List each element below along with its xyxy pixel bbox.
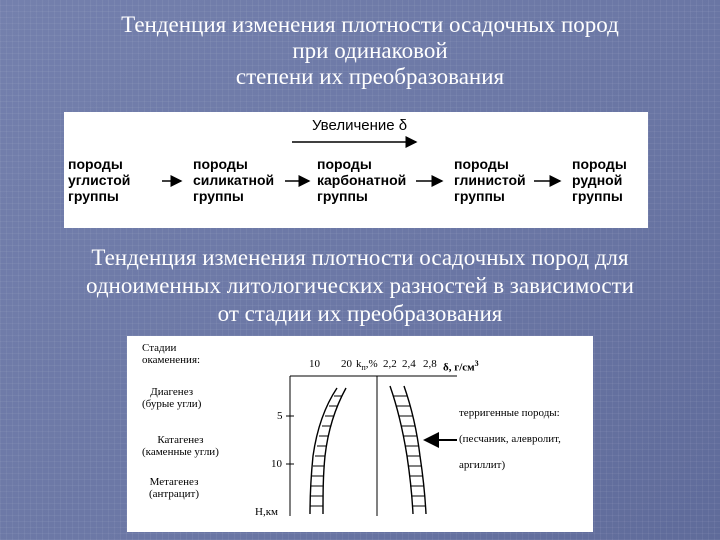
density-curve [390, 386, 426, 514]
porosity-curve [310, 388, 346, 514]
density-tick-2-8: 2,8 [423, 358, 437, 370]
title-2-line-1: Тенденция изменения плотности осадочных пород для [91, 245, 629, 270]
density-tick-2-2: 2,2 [383, 358, 397, 370]
title-1-line-2: при одинаковой [292, 38, 448, 63]
stages-header: Стадии окаменения: [142, 342, 201, 366]
depth-tick-label-10: 10 [271, 458, 282, 470]
title-1-line-3: степени их преобразования [235, 64, 505, 89]
rock-groups-scheme [64, 112, 648, 228]
kp-tick-10: 10 [309, 358, 320, 370]
group-coal: породы углистой группы [68, 156, 131, 204]
title-2-line-3: от стадии их преобразования [217, 301, 503, 326]
stage-diagenesis: Диагенез (бурые угли) [142, 386, 202, 410]
group-clay: породы глинистой группы [454, 156, 526, 204]
group-silicate: породы силикатной группы [193, 156, 275, 204]
depth-axis-label: H,км [255, 506, 278, 518]
increase-label: Увеличение δ [312, 117, 408, 134]
density-depth-graph [127, 336, 593, 532]
title-2-line-2: одноименных литологических разностей в зависимости [86, 273, 634, 298]
stage-metagenesis: Метагенез (антрацит) [149, 476, 199, 500]
slide-title-1 [40, 12, 700, 90]
kp-label: $k_п,\%$ [356, 358, 378, 373]
density-tick-2-4: 2,4 [402, 358, 416, 370]
kp-tick-20: 20 [341, 358, 352, 370]
stage-catagenesis: Катагенез (каменные угли) [142, 434, 219, 458]
slide-title-2 [10, 244, 710, 328]
depth-tick-label-5: 5 [277, 410, 283, 422]
group-carbonate: породы карбонатной группы [317, 156, 407, 204]
group-ore: породы рудной группы [572, 156, 627, 204]
title-1-line-1: Тенденция изменения плотности осадочных пород [121, 12, 619, 37]
density-label: δ, $г/см^3$ [443, 359, 479, 374]
legend-text: терригенные породы: (песчаник, алевролит, аргиллит) [459, 407, 561, 471]
